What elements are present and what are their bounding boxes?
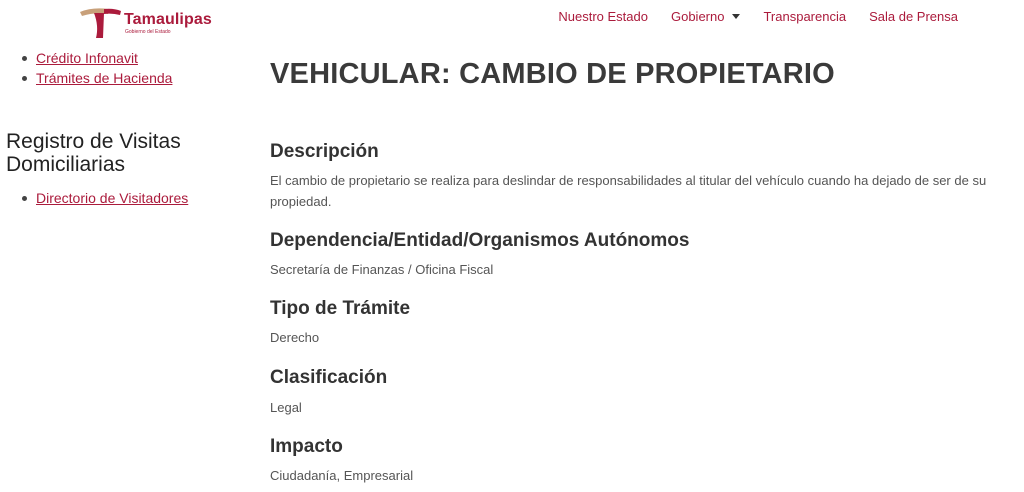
section-text-descripcion: El cambio de propietario se realiza para deslindar de responsabilidades al titular del vehículo cuando ha dejado de ser de su propiedad. bbox=[270, 173, 987, 209]
nav-nuestro-estado[interactable]: Nuestro Estado bbox=[558, 9, 648, 24]
link-credito-infonavit[interactable]: Crédito Infonavit bbox=[36, 50, 138, 66]
logo-name: Tamaulipas bbox=[124, 11, 212, 28]
section-text-impacto: Ciudadanía, Empresarial bbox=[270, 468, 414, 483]
list-item bbox=[21, 68, 246, 88]
link-tramites-de-hacienda[interactable]: Trámites de Hacienda bbox=[36, 70, 173, 86]
page-title: VEHICULAR: CAMBIO DE PROPIETARIO bbox=[270, 58, 835, 90]
chevron-down-icon[interactable] bbox=[732, 14, 740, 19]
tamaulipas-logo[interactable] bbox=[78, 6, 212, 40]
section-heading-descripcion: Descripción bbox=[270, 141, 379, 162]
nav-sala-de-prensa[interactable]: Sala de Prensa bbox=[869, 9, 958, 24]
section-text-dependencia: Secretaría de Finanzas / Oficina Fiscal bbox=[270, 262, 494, 277]
sidebar-section-heading: Registro de Visitas Domiciliarias bbox=[6, 130, 181, 176]
sidebar-link-list bbox=[6, 48, 246, 88]
sidebar bbox=[6, 48, 246, 208]
section-text-clasificacion: Legal bbox=[270, 400, 302, 415]
link-directorio-de-visitadores[interactable]: Directorio de Visitadores bbox=[36, 190, 189, 206]
top-navigation bbox=[558, 9, 958, 24]
sidebar-section-list bbox=[6, 188, 246, 208]
section-heading-dependencia: Dependencia/Entidad/Organismos Autónomos bbox=[270, 230, 690, 251]
nav-transparencia[interactable]: Transparencia bbox=[763, 9, 847, 24]
tamaulipas-emblem-icon bbox=[78, 6, 122, 38]
nav-gobierno[interactable]: Gobierno bbox=[670, 9, 725, 24]
section-heading-clasificacion: Clasificación bbox=[270, 367, 388, 388]
section-text-tipo-de-tramite: Derecho bbox=[270, 330, 320, 345]
logo-subtitle: Gobierno del Estado bbox=[125, 29, 171, 35]
list-item bbox=[21, 48, 246, 68]
section-heading-impacto: Impacto bbox=[270, 436, 343, 457]
main-content bbox=[270, 54, 1010, 483]
list-item bbox=[21, 188, 246, 208]
section-heading-tipo-de-tramite: Tipo de Trámite bbox=[270, 298, 411, 319]
